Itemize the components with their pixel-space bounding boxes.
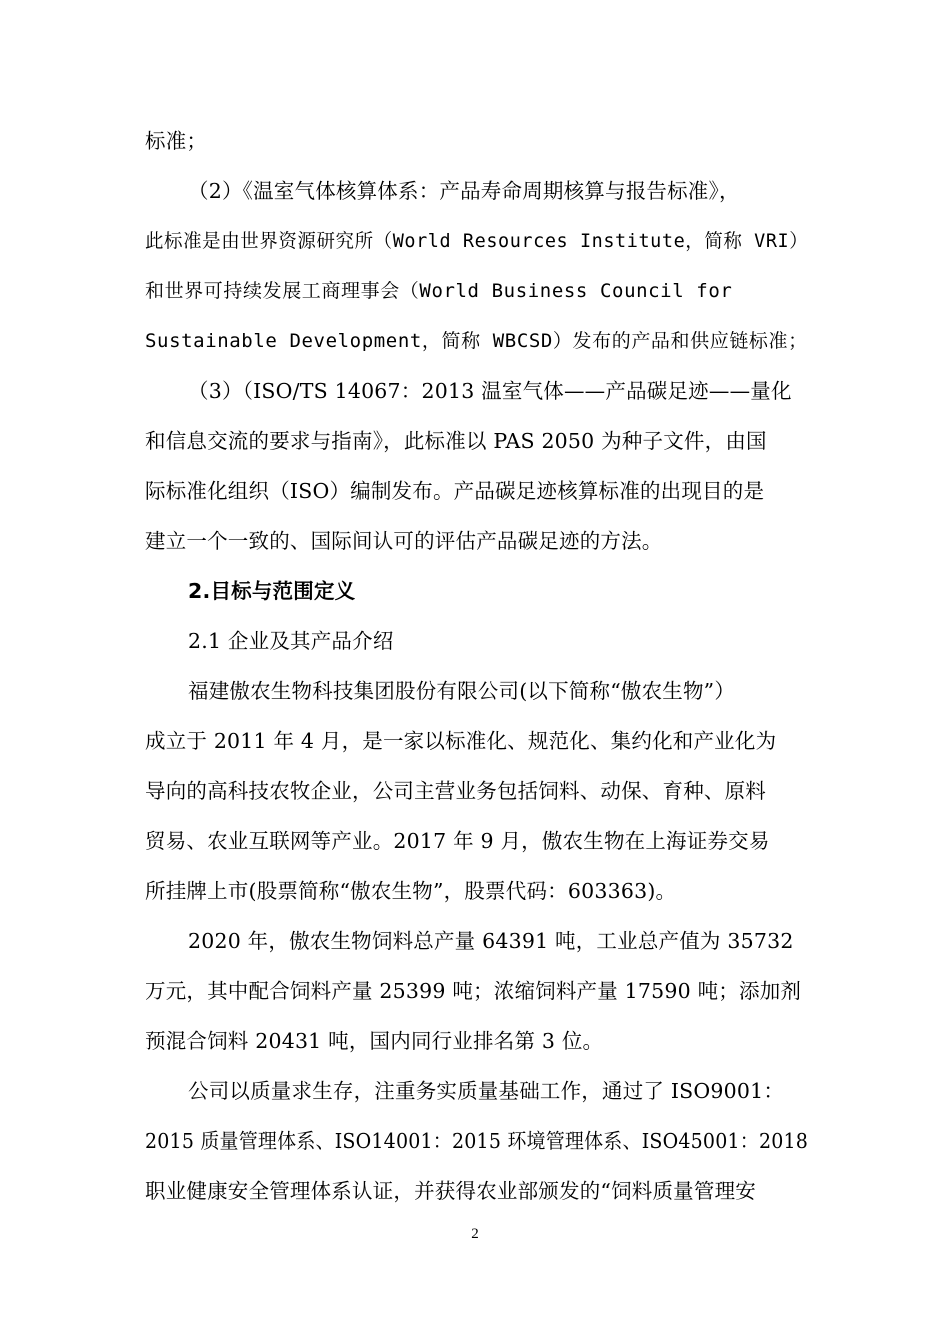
text-line: 职业健康安全管理体系认证，并获得农业部颁发的“饲料质量管理安 <box>145 1179 756 1203</box>
page-number: 2 <box>471 1226 479 1242</box>
text-line: 建立一个一致的、国际间认可的评估产品碳足迹的方法。 <box>145 529 663 553</box>
text-line: （2）《温室气体核算体系：产品寿命周期核算与报告标准》， <box>188 179 740 203</box>
text-line: 2015 质量管理体系、ISO14001：2015 环境管理体系、ISO45001：2018 <box>145 1129 809 1153</box>
text-line: 导向的高科技农牧企业，公司主营业务包括饲料、动保、育种、原料 <box>145 779 766 803</box>
text-line: 贸易、农业互联网等产业。2017 年 9 月，傲农生物在上海证券交易 <box>145 829 770 853</box>
text-line: 万元，其中配合饲料产量 25399 吨；浓缩饲料产量 17590 吨；添加剂 <box>145 979 802 1003</box>
text-line: 和世界可持续发展工商理事会（World Business Council for <box>145 280 733 302</box>
text-line: 成立于 2011 年 4 月，是一家以标准化、规范化、集约化和产业化为 <box>145 729 777 753</box>
text-line: 标准； <box>145 129 208 153</box>
text-line: 2020 年，傲农生物饲料总产量 64391 吨，工业总产值为 35732 <box>188 929 794 953</box>
text-line: 此标准是由世界资源研究所（World Resources Institute，简称 VRI） <box>145 230 809 252</box>
text-line: 预混合饲料 20431 吨，国内同行业排名第 3 位。 <box>145 1029 604 1053</box>
text-line: （3）（ISO/TS 14067：2013 温室气体——产品碳足迹——量化 <box>188 379 792 403</box>
text-line: Sustainable Development，简称 WBCSD）发布的产品和供应链标准； <box>145 330 808 352</box>
text-line: 公司以质量求生存，注重务实质量基础工作，通过了 ISO9001： <box>188 1079 785 1103</box>
text-line: 际标准化组织（ISO）编制发布。产品碳足迹核算标准的出现目的是 <box>145 479 765 503</box>
text-line: 和信息交流的要求与指南》，此标准以 PAS 2050 为种子文件，由国 <box>145 429 767 453</box>
subsection-heading: 2.1 企业及其产品介绍 <box>188 629 394 653</box>
section-heading: 2.目标与范围定义 <box>188 579 356 603</box>
text-line: 所挂牌上市(股票简称“傲农生物”，股票代码：603363)。 <box>145 879 677 903</box>
text-line: 福建傲农生物科技集团股份有限公司(以下简称“傲农生物”） <box>188 679 736 703</box>
